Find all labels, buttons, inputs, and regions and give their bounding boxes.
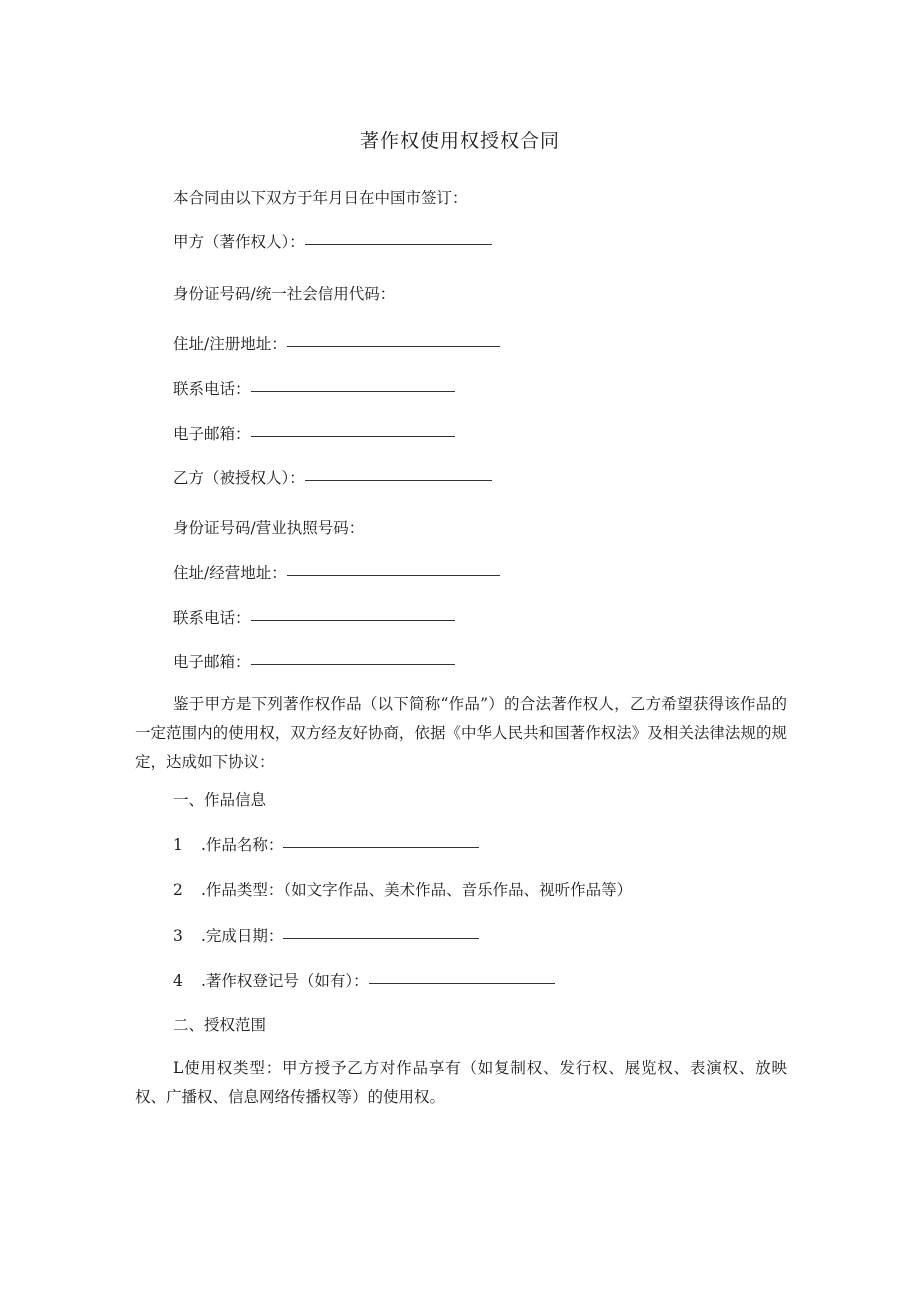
section-1-item-1 <box>173 834 479 856</box>
party-a-email-blank[interactable] <box>251 435 455 437</box>
completion-date-blank[interactable] <box>283 937 479 939</box>
item-label: .作品名称： <box>201 836 284 854</box>
section-1-item-2 <box>173 879 632 901</box>
intro-line: 本合同由以下双方于年月日在中国市签订： <box>173 189 468 207</box>
party-a-address-label: 住址/注册地址： <box>173 335 287 353</box>
preamble-paragraph: 鉴于甲方是下列著作权作品（以下简称“作品”）的合法著作权人，乙方希望获得该作品的一定范围内的使用权，双方经友好协商，依据《中华人民共和国著作权法》及相关法律法规的规定，达成如下协议： <box>135 695 787 771</box>
party-a-phone-label: 联系电话： <box>173 380 251 398</box>
item-label: .完成日期： <box>201 927 284 945</box>
party-b-email-row <box>173 651 455 673</box>
party-b-name-row <box>173 467 492 489</box>
party-b-id-row <box>173 517 364 539</box>
item-number: 2 <box>173 881 183 899</box>
section-1-item-4 <box>173 970 555 992</box>
party-b-phone-label: 联系电话： <box>173 609 251 627</box>
party-a-name-label: 甲方（著作权人）： <box>173 233 305 251</box>
party-a-phone-blank[interactable] <box>251 390 455 392</box>
party-b-email-label: 电子邮箱： <box>173 653 251 671</box>
party-a-email-row <box>173 423 455 445</box>
party-b-address-label: 住址/经营地址： <box>173 564 287 582</box>
document-title: 著作权使用权授权合同 <box>359 130 560 152</box>
party-b-name-blank[interactable] <box>305 479 492 481</box>
work-name-blank[interactable] <box>283 846 479 848</box>
party-b-phone-blank[interactable] <box>251 619 455 621</box>
item-label: .著作权登记号（如有）： <box>201 972 369 990</box>
item-label: .作品类型：（如文字作品、美术作品、音乐作品、视听作品等） <box>201 881 633 899</box>
item-number: 1 <box>173 836 183 854</box>
party-a-address-row <box>173 333 500 355</box>
registration-number-blank[interactable] <box>369 982 555 984</box>
section-2-heading: 二、授权范围 <box>173 1016 267 1034</box>
party-b-address-row <box>173 562 500 584</box>
party-b-address-blank[interactable] <box>287 574 500 576</box>
party-a-id-label: 身份证号码/统一社会信用代码： <box>173 285 396 303</box>
party-a-name-blank[interactable] <box>305 243 492 245</box>
party-b-email-blank[interactable] <box>251 663 455 665</box>
party-a-email-label: 电子邮箱： <box>173 425 251 443</box>
section-1-heading: 一、作品信息 <box>173 791 267 809</box>
item-number: 3 <box>173 927 183 945</box>
section-2-clause-1: L使用权类型：甲方授予乙方对作品享有（如复制权、发行权、展览权、表演权、放映权、广播权、信息网络传播权等）的使用权。 <box>135 1059 787 1106</box>
party-a-phone-row <box>173 378 455 400</box>
party-a-id-row <box>173 283 395 305</box>
party-a-name-row <box>173 231 492 253</box>
section-1-item-3 <box>173 925 479 947</box>
item-number: 4 <box>173 972 183 990</box>
party-b-name-label: 乙方（被授权人）： <box>173 469 305 487</box>
party-b-phone-row <box>173 607 455 629</box>
party-b-id-label: 身份证号码/营业执照号码： <box>173 519 365 537</box>
party-a-address-blank[interactable] <box>287 345 500 347</box>
